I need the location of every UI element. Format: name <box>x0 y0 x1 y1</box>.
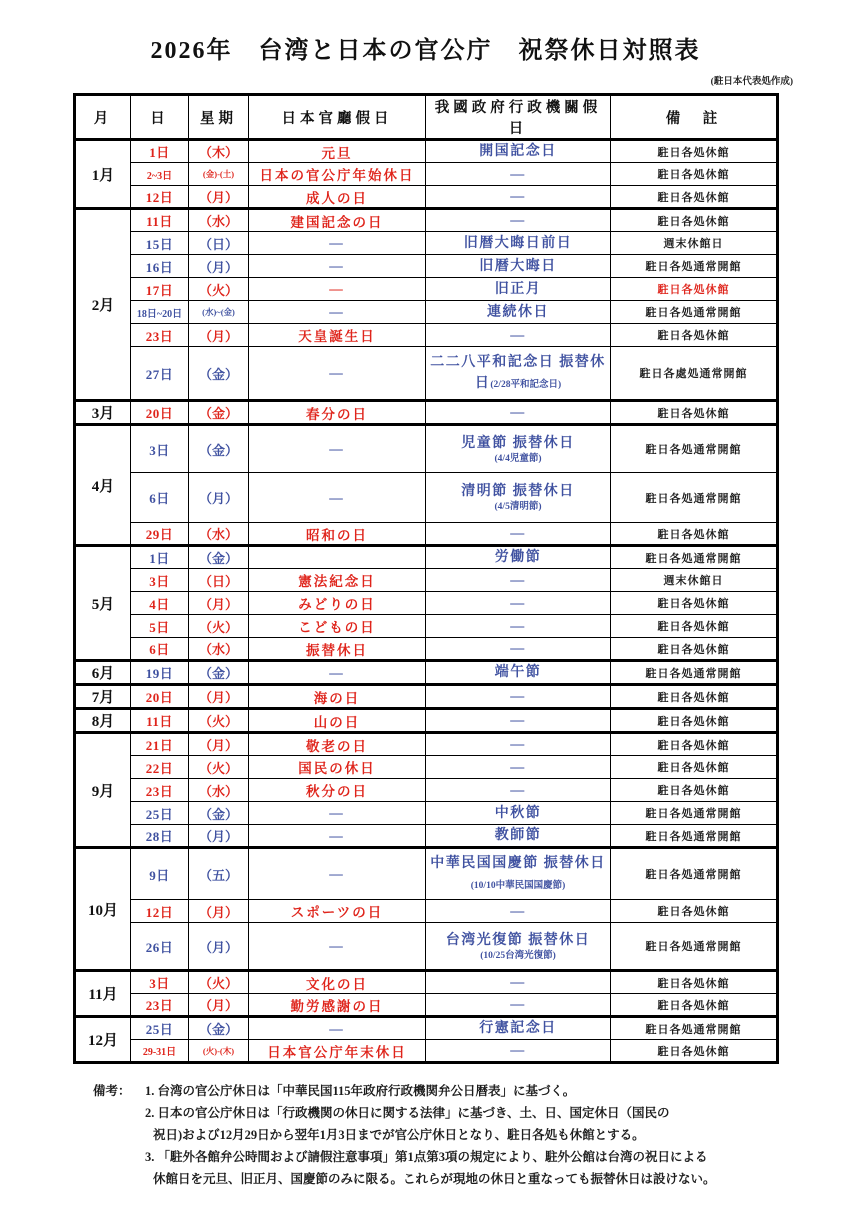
taiwan-holiday-text: — <box>510 213 526 228</box>
weekday-cell: （五） <box>189 848 249 900</box>
taiwan-holiday-text: 旧暦大晦日 <box>479 258 557 274</box>
taiwan-holiday-text: — <box>510 1043 526 1058</box>
weekday-cell: （月） <box>189 923 249 971</box>
header-weekday: 星期 <box>189 95 249 140</box>
japan-holiday-cell: — <box>249 1017 426 1040</box>
holiday-comparison-table <box>73 93 779 1064</box>
taiwan-holiday-subtext: (4/5清明節) <box>494 502 542 513</box>
weekday-cell: （月） <box>189 994 249 1017</box>
day-cell: 3日 <box>131 425 189 473</box>
taiwan-holiday-cell <box>426 994 611 1017</box>
weekday-cell: （金） <box>189 802 249 825</box>
holiday-row <box>75 347 778 401</box>
holiday-row <box>75 278 778 301</box>
weekday-cell: （月） <box>189 324 249 347</box>
japan-holiday-cell: — <box>249 802 426 825</box>
remark-cell: 駐日各処休館 <box>611 401 778 425</box>
taiwan-holiday-subtext: (4/4児童節) <box>494 453 542 464</box>
weekday-cell: (火)-(木) <box>189 1040 249 1063</box>
weekday-cell: (金)-(土) <box>189 163 249 186</box>
taiwan-holiday-cell <box>426 232 611 255</box>
taiwan-holiday-text: — <box>510 975 526 990</box>
taiwan-holiday-cell <box>426 802 611 825</box>
holiday-row <box>75 994 778 1017</box>
day-cell: 23日 <box>131 994 189 1017</box>
japan-holiday-cell: 春分の日 <box>249 401 426 425</box>
taiwan-holiday-text: — <box>510 737 526 752</box>
japan-holiday-cell: 文化の日 <box>249 971 426 994</box>
taiwan-holiday-cell <box>426 848 611 900</box>
day-cell: 12日 <box>131 900 189 923</box>
holiday-row <box>75 802 778 825</box>
remark-cell: 駐日各処休館 <box>611 523 778 546</box>
taiwan-holiday-text: 旧暦大晦日前日 <box>463 235 573 251</box>
day-cell: 3日 <box>131 971 189 994</box>
month-cell: 5月 <box>75 546 131 661</box>
holiday-row <box>75 638 778 661</box>
japan-holiday-cell: 日本官公庁年末休日 <box>249 1040 426 1063</box>
weekday-cell: （金） <box>189 425 249 473</box>
credit-note: (駐日本代表処作成) <box>710 77 793 87</box>
taiwan-holiday-cell <box>426 592 611 615</box>
header-remark: 備 註 <box>611 95 778 140</box>
japan-holiday-cell: — <box>249 278 426 301</box>
weekday-cell: （月） <box>189 733 249 756</box>
taiwan-holiday-text: 清明節 振替休日 <box>461 484 575 500</box>
japan-holiday-cell: スポーツの日 <box>249 900 426 923</box>
remark-cell: 駐日各処休館 <box>611 140 778 163</box>
japan-holiday-cell: — <box>249 255 426 278</box>
weekday-cell: （金） <box>189 661 249 685</box>
footnotes-label: 備考： <box>93 1084 131 1098</box>
holiday-row <box>75 685 778 709</box>
weekday-cell: (水)~(金) <box>189 301 249 324</box>
holiday-row <box>75 1017 778 1040</box>
taiwan-holiday-text: — <box>510 782 526 798</box>
taiwan-holiday-cell <box>426 709 611 733</box>
footnote-line: 3. 「駐外各館弁公時間および請假注意事項」第1点第3項の規定により、駐外公館は台湾の祝日による <box>145 1150 708 1164</box>
holiday-row <box>75 546 778 569</box>
taiwan-holiday-cell <box>426 569 611 592</box>
table-header-row <box>75 95 778 140</box>
japan-holiday-cell: 昭和の日 <box>249 523 426 546</box>
taiwan-holiday-text: 二二八平和記念日 振替休日 <box>430 355 606 391</box>
remark-cell: 駐日各処休館 <box>611 278 778 301</box>
weekday-cell: （水） <box>189 209 249 232</box>
taiwan-holiday-cell <box>426 425 611 473</box>
weekday-cell: （水） <box>189 779 249 802</box>
footnote-line: 祝日)および12月29日から翌年1月3日までが官公庁休日となり、駐日各処も休館とする。 <box>153 1128 645 1142</box>
japan-holiday-cell: 勤労感謝の日 <box>249 994 426 1017</box>
day-cell: 23日 <box>131 779 189 802</box>
taiwan-holiday-text: — <box>510 189 526 204</box>
day-cell: 21日 <box>131 733 189 756</box>
taiwan-holiday-cell <box>426 661 611 685</box>
remark-cell: 駐日各処通常開館 <box>611 661 778 685</box>
remark-cell: 駐日各処休館 <box>611 994 778 1017</box>
day-cell: 23日 <box>131 324 189 347</box>
day-cell: 15日 <box>131 232 189 255</box>
weekday-cell: （水） <box>189 523 249 546</box>
taiwan-holiday-text: 労働節 <box>494 550 542 565</box>
japan-holiday-cell: こどもの日 <box>249 615 426 638</box>
remark-cell: 駐日各処休館 <box>611 685 778 709</box>
day-cell: 2~3日 <box>131 163 189 186</box>
weekday-cell: （金） <box>189 1017 249 1040</box>
weekday-cell: （火） <box>189 615 249 638</box>
holiday-row <box>75 615 778 638</box>
japan-holiday-cell: 国民の休日 <box>249 756 426 779</box>
header-day: 日 <box>131 95 189 140</box>
japan-holiday-cell: 山の日 <box>249 709 426 733</box>
holiday-row <box>75 523 778 546</box>
remark-cell: 駐日各処休館 <box>611 209 778 232</box>
day-cell: 29-31日 <box>131 1040 189 1063</box>
month-cell: 1月 <box>75 140 131 209</box>
taiwan-holiday-cell <box>426 209 611 232</box>
holiday-row <box>75 425 778 473</box>
taiwan-holiday-text: 端午節 <box>494 665 542 680</box>
japan-holiday-cell: — <box>249 661 426 685</box>
taiwan-holiday-cell <box>426 163 611 186</box>
day-cell: 17日 <box>131 278 189 301</box>
header-taiwan-holiday: 我國政府行政機關假日 <box>426 95 611 140</box>
month-cell: 6月 <box>75 661 131 685</box>
weekday-cell: （金） <box>189 546 249 569</box>
remark-cell: 駐日各処休館 <box>611 756 778 779</box>
weekday-cell: （木） <box>189 140 249 163</box>
day-cell: 18日~20日 <box>131 301 189 324</box>
month-cell: 3月 <box>75 401 131 425</box>
holiday-row <box>75 779 778 802</box>
day-cell: 20日 <box>131 685 189 709</box>
weekday-cell: （金） <box>189 401 249 425</box>
taiwan-holiday-text: — <box>510 903 526 919</box>
taiwan-holiday-text: — <box>510 759 526 775</box>
weekday-cell: （火） <box>189 971 249 994</box>
month-cell: 10月 <box>75 848 131 971</box>
footnote-line: 2. 日本の官公庁休日は「行政機関の休日に関する法律」に基づき、土、日、国定休日（国民の <box>145 1106 670 1120</box>
taiwan-holiday-cell <box>426 1040 611 1063</box>
month-cell: 4月 <box>75 425 131 546</box>
weekday-cell: （金） <box>189 347 249 401</box>
taiwan-holiday-subtext: (10/25台湾光復節) <box>480 950 556 961</box>
japan-holiday-cell: — <box>249 825 426 848</box>
month-cell: 9月 <box>75 733 131 848</box>
taiwan-holiday-cell <box>426 473 611 523</box>
day-cell: 29日 <box>131 523 189 546</box>
day-cell: 26日 <box>131 923 189 971</box>
holiday-row <box>75 756 778 779</box>
holiday-row <box>75 923 778 971</box>
japan-holiday-cell: — <box>249 347 426 401</box>
remark-cell: 週末休館日 <box>611 232 778 255</box>
remark-cell: 駐日各処休館 <box>611 779 778 802</box>
taiwan-holiday-cell <box>426 971 611 994</box>
taiwan-holiday-text: 開国記念日 <box>479 144 557 159</box>
holiday-row <box>75 140 778 163</box>
header-japan-holiday: 日本官廳假日 <box>249 95 426 140</box>
japan-holiday-cell: 秋分の日 <box>249 779 426 802</box>
day-cell: 9日 <box>131 848 189 900</box>
holiday-row <box>75 733 778 756</box>
header-month: 月 <box>75 95 131 140</box>
japan-holiday-cell: 成人の日 <box>249 186 426 209</box>
weekday-cell: （月） <box>189 592 249 615</box>
weekday-cell: （火） <box>189 278 249 301</box>
taiwan-holiday-text: 連続休日 <box>487 304 549 320</box>
remark-cell: 駐日各処休館 <box>611 638 778 661</box>
holiday-row <box>75 848 778 900</box>
japan-holiday-cell: — <box>249 301 426 324</box>
weekday-cell: （月） <box>189 685 249 709</box>
footnotes <box>93 1080 783 1190</box>
japan-holiday-cell: 敬老の日 <box>249 733 426 756</box>
japan-holiday-cell: 建国記念の日 <box>249 209 426 232</box>
holiday-row <box>75 255 778 278</box>
month-cell: 12月 <box>75 1017 131 1063</box>
day-cell: 25日 <box>131 802 189 825</box>
japan-holiday-cell: — <box>249 848 426 900</box>
holiday-row <box>75 900 778 923</box>
remark-cell: 駐日各処通常開館 <box>611 1017 778 1040</box>
taiwan-holiday-text: 中秋節 <box>494 805 542 821</box>
holiday-table-body <box>75 140 778 1063</box>
day-cell: 3日 <box>131 569 189 592</box>
remark-cell: 駐日各処休館 <box>611 971 778 994</box>
japan-holiday-cell <box>249 546 426 569</box>
footnote-line: 休館日を元旦、旧正月、国慶節のみに限る。これらが現地の休日と重なっても振替休日は設けない。 <box>153 1172 716 1186</box>
remark-cell: 週末休館日 <box>611 569 778 592</box>
holiday-row <box>75 1040 778 1063</box>
remark-cell: 駐日各処通常開館 <box>611 802 778 825</box>
taiwan-holiday-cell <box>426 756 611 779</box>
remark-cell: 駐日各処通常開館 <box>611 301 778 324</box>
holiday-row <box>75 971 778 994</box>
remark-cell: 駐日各処休館 <box>611 163 778 186</box>
taiwan-holiday-cell <box>426 301 611 324</box>
taiwan-holiday-cell <box>426 278 611 301</box>
taiwan-holiday-text: — <box>510 641 526 656</box>
japan-holiday-cell: みどりの日 <box>249 592 426 615</box>
taiwan-holiday-text: 児童節 振替休日 <box>461 435 575 451</box>
remark-cell: 駐日各処休館 <box>611 615 778 638</box>
japan-holiday-cell: 憲法紀念日 <box>249 569 426 592</box>
taiwan-holiday-text: — <box>510 997 526 1012</box>
day-cell: 28日 <box>131 825 189 848</box>
month-cell: 7月 <box>75 685 131 709</box>
day-cell: 11日 <box>131 709 189 733</box>
holiday-row <box>75 209 778 232</box>
weekday-cell: （月） <box>189 825 249 848</box>
day-cell: 6日 <box>131 473 189 523</box>
weekday-cell: （月） <box>189 473 249 523</box>
holiday-row <box>75 186 778 209</box>
taiwan-holiday-cell <box>426 546 611 569</box>
taiwan-holiday-text: — <box>510 595 526 611</box>
taiwan-holiday-text: 教師節 <box>494 828 542 843</box>
remark-cell: 駐日各処通常開館 <box>611 848 778 900</box>
taiwan-holiday-cell <box>426 523 611 546</box>
remark-cell: 駐日各処休館 <box>611 900 778 923</box>
holiday-row <box>75 825 778 848</box>
taiwan-holiday-subtext: (10/10中華民国国慶節) <box>470 881 566 891</box>
weekday-cell: （日） <box>189 569 249 592</box>
weekday-cell: （水） <box>189 638 249 661</box>
taiwan-holiday-subtext: (2/28平和記念日) <box>490 380 562 390</box>
weekday-cell: （月） <box>189 186 249 209</box>
taiwan-holiday-cell <box>426 615 611 638</box>
remark-cell: 駐日各処通常開館 <box>611 473 778 523</box>
taiwan-holiday-text: 行憲記念日 <box>479 1021 557 1036</box>
day-cell: 1日 <box>131 546 189 569</box>
weekday-cell: （日） <box>189 232 249 255</box>
remark-cell: 駐日各処通常開館 <box>611 923 778 971</box>
remark-cell: 駐日各処休館 <box>611 733 778 756</box>
month-cell: 2月 <box>75 209 131 401</box>
remark-cell: 駐日各処通常開館 <box>611 255 778 278</box>
taiwan-holiday-text: — <box>510 689 526 704</box>
taiwan-holiday-text: — <box>510 572 526 588</box>
japan-holiday-cell: — <box>249 473 426 523</box>
japan-holiday-cell: 振替休日 <box>249 638 426 661</box>
japan-holiday-cell: 天皇誕生日 <box>249 324 426 347</box>
taiwan-holiday-cell <box>426 923 611 971</box>
day-cell: 22日 <box>131 756 189 779</box>
taiwan-holiday-cell <box>426 140 611 163</box>
day-cell: 19日 <box>131 661 189 685</box>
page-title: 2026年 台湾と日本の官公庁 祝祭休日対照表 <box>150 38 701 64</box>
taiwan-holiday-cell <box>426 324 611 347</box>
weekday-cell: （火） <box>189 756 249 779</box>
day-cell: 12日 <box>131 186 189 209</box>
day-cell: 5日 <box>131 615 189 638</box>
taiwan-holiday-text: 旧正月 <box>494 281 542 297</box>
taiwan-holiday-cell <box>426 733 611 756</box>
day-cell: 16日 <box>131 255 189 278</box>
day-cell: 20日 <box>131 401 189 425</box>
remark-cell: 駐日各処休館 <box>611 186 778 209</box>
weekday-cell: （月） <box>189 900 249 923</box>
holiday-row <box>75 301 778 324</box>
taiwan-holiday-text: 台湾光復節 振替休日 <box>445 932 591 948</box>
holiday-row <box>75 232 778 255</box>
holiday-row <box>75 473 778 523</box>
taiwan-holiday-cell <box>426 255 611 278</box>
taiwan-holiday-cell <box>426 900 611 923</box>
remark-cell: 駐日各処休館 <box>611 324 778 347</box>
day-cell: 1日 <box>131 140 189 163</box>
taiwan-holiday-text: — <box>510 618 526 634</box>
taiwan-holiday-cell <box>426 685 611 709</box>
holiday-row <box>75 661 778 685</box>
holiday-row <box>75 163 778 186</box>
weekday-cell: （月） <box>189 255 249 278</box>
remark-cell: 駐日各処休館 <box>611 709 778 733</box>
day-cell: 25日 <box>131 1017 189 1040</box>
month-cell: 8月 <box>75 709 131 733</box>
day-cell: 6日 <box>131 638 189 661</box>
taiwan-holiday-text: — <box>510 526 526 541</box>
holiday-row <box>75 401 778 425</box>
day-cell: 11日 <box>131 209 189 232</box>
japan-holiday-cell: 日本の官公庁年始休日 <box>249 163 426 186</box>
day-cell: 4日 <box>131 592 189 615</box>
remark-cell: 駐日各処通常開館 <box>611 825 778 848</box>
japan-holiday-cell: — <box>249 923 426 971</box>
taiwan-holiday-cell <box>426 186 611 209</box>
japan-holiday-cell: 海の日 <box>249 685 426 709</box>
taiwan-holiday-cell <box>426 1017 611 1040</box>
day-cell: 27日 <box>131 347 189 401</box>
holiday-row <box>75 709 778 733</box>
taiwan-holiday-text: — <box>510 713 526 728</box>
taiwan-holiday-text: — <box>510 327 526 343</box>
taiwan-holiday-cell <box>426 779 611 802</box>
month-cell: 11月 <box>75 971 131 1017</box>
weekday-cell: （火） <box>189 709 249 733</box>
remark-cell: 駐日各処通常開館 <box>611 546 778 569</box>
remark-cell: 駐日各処休館 <box>611 1040 778 1063</box>
taiwan-holiday-text: — <box>510 166 526 182</box>
taiwan-holiday-text: — <box>510 405 526 420</box>
japan-holiday-cell: 元旦 <box>249 140 426 163</box>
holiday-row <box>75 569 778 592</box>
footnotes-lines <box>145 1080 783 1190</box>
holiday-row <box>75 592 778 615</box>
remark-cell: 駐日各處処通常開館 <box>611 347 778 401</box>
footnote-line: 1. 台湾の官公庁休日は「中華民国115年政府行政機関弁公日暦表」に基づく。 <box>145 1084 576 1098</box>
taiwan-holiday-text: 中華民国国慶節 振替休日 <box>430 856 606 871</box>
holiday-row <box>75 324 778 347</box>
taiwan-holiday-cell <box>426 401 611 425</box>
taiwan-holiday-cell <box>426 347 611 401</box>
remark-cell: 駐日各処休館 <box>611 592 778 615</box>
taiwan-holiday-cell <box>426 825 611 848</box>
taiwan-holiday-cell <box>426 638 611 661</box>
japan-holiday-cell: — <box>249 232 426 255</box>
japan-holiday-cell: — <box>249 425 426 473</box>
remark-cell: 駐日各処通常開館 <box>611 425 778 473</box>
